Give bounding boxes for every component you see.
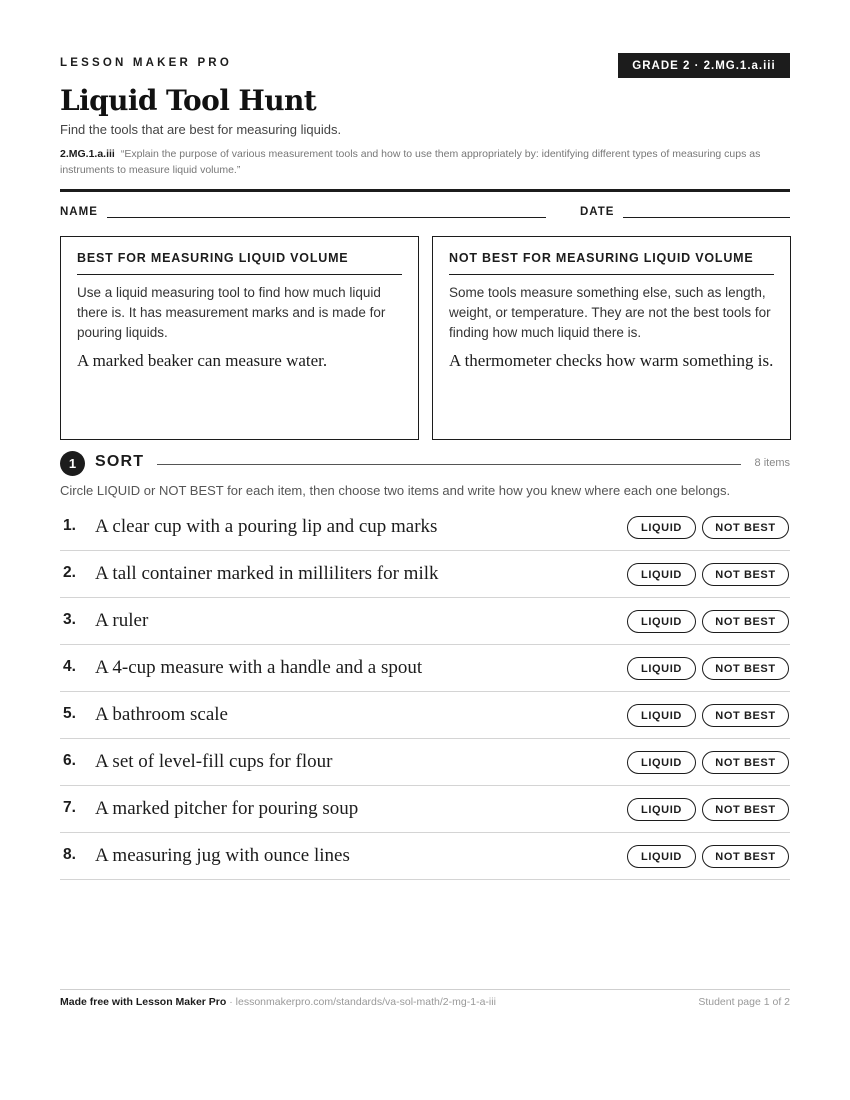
date-field[interactable] bbox=[623, 217, 790, 218]
not-best-choice[interactable]: NOT BEST bbox=[702, 704, 789, 727]
sort-item bbox=[60, 645, 790, 692]
definition-heading: NOT BEST FOR MEASURING LIQUID VOLUME bbox=[449, 249, 774, 275]
item-text: A 4-cup measure with a handle and a spout bbox=[95, 657, 423, 678]
definition-box-liquid bbox=[60, 236, 419, 440]
definition-heading: BEST FOR MEASURING LIQUID VOLUME bbox=[77, 249, 402, 275]
item-text: A ruler bbox=[95, 610, 149, 631]
worksheet-page bbox=[60, 0, 790, 1100]
liquid-choice[interactable]: LIQUID bbox=[627, 845, 696, 868]
standard-text: “Explain the purpose of various measurement tools and how to use them appropriately by: identifying different types of measuring cups as instruments to measure liquid volume.” bbox=[60, 148, 761, 176]
item-text: A marked pitcher for pouring soup bbox=[95, 798, 359, 819]
grade-badge: GRADE 2 · 2.MG.1.a.iii bbox=[618, 53, 790, 78]
sort-item bbox=[60, 504, 790, 551]
sort-item-list bbox=[60, 504, 790, 880]
item-number: 6. bbox=[63, 752, 76, 769]
footer-url[interactable]: · lessonmakerpro.com/standards/va-sol-math/2-mg-1-a-iii bbox=[226, 996, 496, 1008]
item-number: 8. bbox=[63, 846, 76, 863]
item-text: A bathroom scale bbox=[95, 704, 228, 725]
item-number: 5. bbox=[63, 705, 76, 722]
footer-made-with: Made free with Lesson Maker Pro bbox=[60, 996, 227, 1008]
page-title: Liquid Tool Hunt bbox=[60, 84, 317, 117]
sort-item bbox=[60, 786, 790, 833]
item-number: 4. bbox=[63, 658, 76, 675]
liquid-choice[interactable]: LIQUID bbox=[627, 516, 696, 539]
not-best-choice[interactable]: NOT BEST bbox=[702, 516, 789, 539]
sort-item bbox=[60, 551, 790, 598]
definition-box-not-best bbox=[432, 236, 791, 440]
item-text: A clear cup with a pouring lip and cup marks bbox=[95, 516, 438, 537]
footer-divider bbox=[60, 989, 790, 990]
liquid-choice[interactable]: LIQUID bbox=[627, 751, 696, 774]
liquid-choice[interactable]: LIQUID bbox=[627, 610, 696, 633]
date-label: DATE bbox=[580, 206, 615, 218]
not-best-choice[interactable]: NOT BEST bbox=[702, 563, 789, 586]
item-number: 3. bbox=[63, 611, 76, 628]
not-best-choice[interactable]: NOT BEST bbox=[702, 657, 789, 680]
section-instructions: Circle LIQUID or NOT BEST for each item, then choose two items and write how you knew where each one belongs. bbox=[60, 483, 731, 498]
item-number: 7. bbox=[63, 799, 76, 816]
header-divider bbox=[60, 189, 790, 192]
sort-item bbox=[60, 739, 790, 786]
not-best-choice[interactable]: NOT BEST bbox=[702, 845, 789, 868]
item-number: 1. bbox=[63, 517, 76, 534]
not-best-choice[interactable]: NOT BEST bbox=[702, 751, 789, 774]
definition-example: A marked beaker can measure water. bbox=[77, 351, 328, 370]
page-subtitle: Find the tools that are best for measuring liquids. bbox=[60, 122, 342, 137]
standard-code: 2.MG.1.a.iii bbox=[60, 148, 115, 160]
liquid-choice[interactable]: LIQUID bbox=[627, 798, 696, 821]
liquid-choice[interactable]: LIQUID bbox=[627, 563, 696, 586]
page-indicator: Student page 1 of 2 bbox=[698, 996, 790, 1008]
not-best-choice[interactable]: NOT BEST bbox=[702, 610, 789, 633]
definition-body: Some tools measure something else, such as length, weight, or temperature. They are not the best tools for finding how much liquid there is. bbox=[449, 285, 771, 340]
definition-body: Use a liquid measuring tool to find how much liquid there is. It has measurement marks and is made for pouring liquids. bbox=[77, 285, 386, 340]
brand-name: LESSON MAKER PRO bbox=[60, 57, 232, 69]
not-best-choice[interactable]: NOT BEST bbox=[702, 798, 789, 821]
name-label: NAME bbox=[60, 206, 98, 218]
sort-item bbox=[60, 833, 790, 880]
standard-note bbox=[60, 147, 790, 178]
sort-item bbox=[60, 598, 790, 645]
sort-item bbox=[60, 692, 790, 739]
item-text: A tall container marked in milliliters for milk bbox=[95, 563, 439, 584]
name-field[interactable] bbox=[107, 217, 546, 218]
section-number-badge: 1 bbox=[60, 451, 85, 476]
item-number: 2. bbox=[63, 564, 76, 581]
liquid-choice[interactable]: LIQUID bbox=[627, 657, 696, 680]
item-text: A measuring jug with ounce lines bbox=[95, 845, 350, 866]
section-divider bbox=[157, 464, 741, 465]
liquid-choice[interactable]: LIQUID bbox=[627, 704, 696, 727]
definition-example: A thermometer checks how warm something is. bbox=[449, 351, 774, 370]
section-title: SORT bbox=[95, 453, 145, 470]
item-text: A set of level-fill cups for flour bbox=[95, 751, 333, 772]
item-count: 8 items bbox=[754, 457, 790, 469]
footer-credit bbox=[60, 996, 496, 1008]
